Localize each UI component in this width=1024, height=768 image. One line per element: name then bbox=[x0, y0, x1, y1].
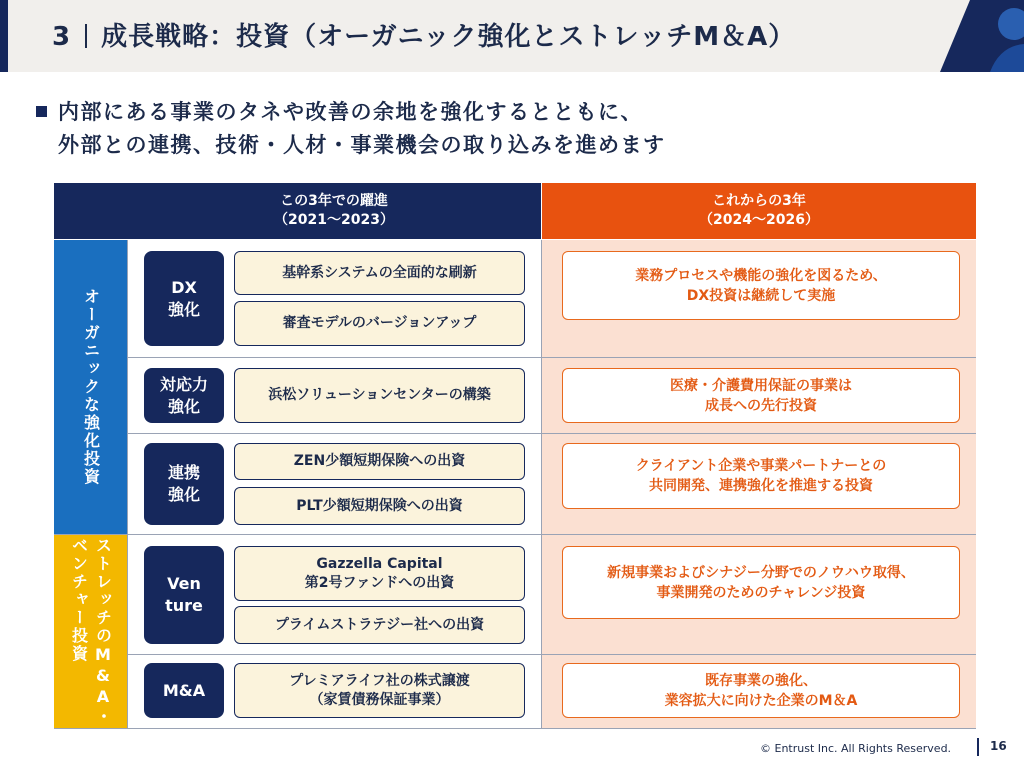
future-text: DX投資は継続して実施 bbox=[686, 287, 836, 304]
group-organic-label: オーガニックな強化投資 bbox=[81, 288, 101, 486]
future-text: 共同開発、連携強化を推進する投資 bbox=[649, 478, 873, 494]
category-label: M&A bbox=[162, 680, 206, 700]
category-response bbox=[144, 368, 224, 423]
section-number: 3 bbox=[52, 22, 72, 52]
lead-text bbox=[58, 96, 666, 162]
footer-divider bbox=[977, 738, 979, 756]
category-ma bbox=[144, 663, 224, 718]
future-text: 新規事業およびシナジー分野でのノウハウ取得、 bbox=[607, 564, 915, 581]
copyright: © Entrust Inc. All Rights Reserved. bbox=[760, 742, 952, 755]
future-text: 成長への先行投資 bbox=[705, 397, 817, 414]
group-stretch bbox=[54, 534, 127, 728]
past-item bbox=[234, 606, 525, 644]
future-text: 業容拡大に向けた企業のM＆A bbox=[664, 692, 858, 709]
category-label: 強化 bbox=[167, 396, 200, 416]
grid-line bbox=[54, 534, 976, 535]
page-number: 16 bbox=[990, 739, 1007, 753]
past-item-text: プライムストラテジー社への出資 bbox=[274, 616, 485, 633]
col-past-title: この3年での躍進 bbox=[280, 193, 388, 209]
past-item-text: プレミアライフ社の株式譲渡 bbox=[289, 672, 470, 689]
future-text: クライアント企業や事業パートナーとの bbox=[635, 458, 887, 474]
future-text: 業務プロセスや機能の強化を図るため、 bbox=[635, 267, 887, 284]
grid-line bbox=[127, 357, 976, 358]
lead-line-2: 外部との連携、技術・人材・事業機会の取り込みを進めます bbox=[58, 133, 666, 157]
header-accent bbox=[0, 0, 8, 72]
group-stretch-label-1: ストレッチのM&A・ bbox=[93, 536, 113, 726]
bullet-icon bbox=[36, 106, 47, 117]
title-divider bbox=[85, 24, 87, 48]
past-item bbox=[234, 546, 525, 601]
past-item bbox=[234, 443, 525, 480]
future-text: 既存事業の強化、 bbox=[705, 672, 817, 689]
col-header-future bbox=[542, 183, 976, 239]
corner-decoration-icon bbox=[930, 0, 1024, 72]
header-corner-cell bbox=[54, 183, 127, 239]
category-label: 強化 bbox=[167, 299, 200, 319]
past-item-text: 基幹系システムの全面的な刷新 bbox=[282, 264, 477, 281]
past-item-text: Gazzella Capital bbox=[316, 555, 443, 572]
future-item bbox=[562, 663, 960, 718]
future-item bbox=[562, 546, 960, 619]
past-item bbox=[234, 487, 525, 525]
future-item bbox=[562, 368, 960, 423]
title-text: 成長戦略：投資（オーガニック強化とストレッチM＆A） bbox=[101, 22, 796, 52]
col-past-period: （2021～2023） bbox=[274, 212, 394, 228]
category-label: DX bbox=[171, 277, 197, 297]
category-label: Ven bbox=[167, 574, 201, 593]
future-text: 医療・介護費用保証の事業は bbox=[670, 377, 852, 394]
past-item-text: 審査モデルのバージョンアップ bbox=[282, 315, 477, 331]
col-future-period: （2024～2026） bbox=[699, 212, 819, 228]
past-item bbox=[234, 251, 525, 295]
past-item bbox=[234, 368, 525, 423]
past-item-text: （家賃債務保証事業） bbox=[309, 691, 450, 708]
grid-line bbox=[54, 728, 976, 729]
group-organic bbox=[54, 240, 127, 534]
category-label: 強化 bbox=[167, 485, 200, 504]
group-stretch-label-2: ベンチャー投資 bbox=[69, 536, 89, 663]
past-item-text: ZEN少額短期保険への出資 bbox=[293, 453, 466, 469]
category-label: ture bbox=[165, 596, 203, 615]
category-venture bbox=[144, 546, 224, 644]
category-label: 連携 bbox=[167, 463, 200, 482]
page-title bbox=[52, 16, 795, 53]
lead-line-1: 内部にある事業のタネや改善の余地を強化するとともに、 bbox=[58, 100, 643, 124]
future-item bbox=[562, 251, 960, 320]
grid-line bbox=[127, 433, 976, 434]
past-item bbox=[234, 663, 525, 718]
category-label: 対応力 bbox=[159, 374, 208, 394]
category-dx bbox=[144, 251, 224, 346]
future-item bbox=[562, 443, 960, 509]
past-item bbox=[234, 301, 525, 346]
grid-line bbox=[127, 654, 976, 655]
past-item-text: 第2号ファンドへの出資 bbox=[304, 574, 455, 591]
future-text: 事業開発のためのチャレンジ投資 bbox=[656, 584, 866, 601]
category-collaboration bbox=[144, 443, 224, 525]
past-item-text: PLT少額短期保険への出資 bbox=[296, 497, 463, 514]
past-item-text: 浜松ソリューションセンターの構築 bbox=[268, 387, 491, 403]
col-future-title: これからの3年 bbox=[712, 193, 806, 209]
col-header-past bbox=[127, 183, 541, 239]
